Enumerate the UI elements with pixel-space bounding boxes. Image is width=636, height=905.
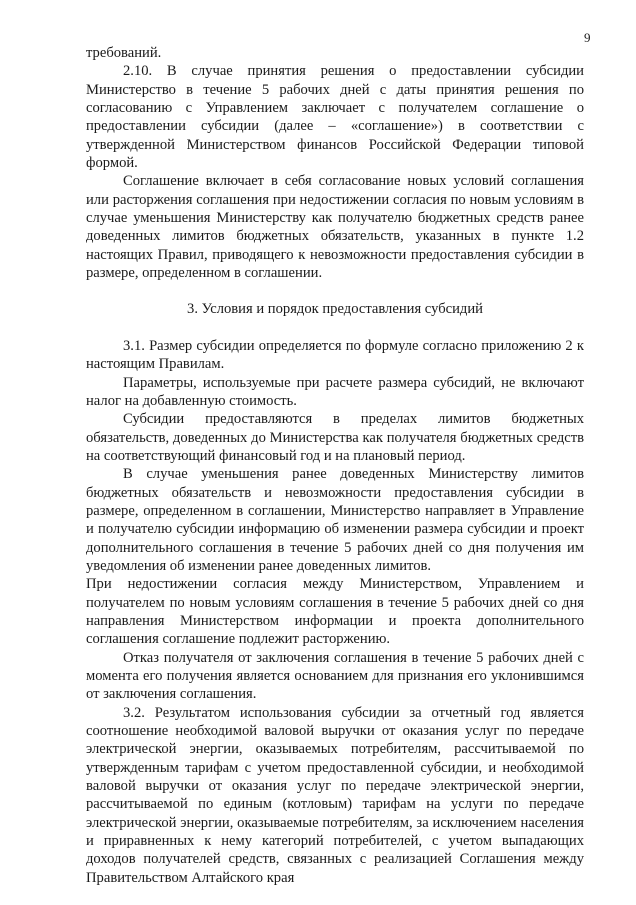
section-heading-3: 3. Условия и порядок предоставления субсидий: [187, 301, 483, 318]
paragraph-limits-reduction: В случае уменьшения ранее доведенных Министерству лимитов бюджетных обязательств и невозможности предоставления субсидии в размере, определенном в соглашении, Министерство направляет в Управление и получателю субсидии информацию об изменении размера субсидии и проект дополнительного соглашения в течение 5 рабочих дней со дня получения им уведомления об изменении ранее доведенных лимитов.: [86, 466, 584, 574]
paragraph-2-10: 2.10. В случае принятия решения о предоставлении субсидии Министерство в течение 5 рабочих дней с даты принятия решения по согласованию с Управлением заключает с получателем соглашение о предоставлении субсидии (далее – «соглашение») в соответствии с утвержденной Министерством финансов Российской Федерации типовой формой.: [86, 63, 584, 172]
paragraph-continuation: требований.: [86, 45, 162, 61]
paragraph-3-1: 3.1. Размер субсидии определяется по формуле согласно приложению 2 к настоящим Правилам.: [86, 337, 584, 373]
paragraph-agreement-terms: Соглашение включает в себя согласование новых условий соглашения или расторжения соглашения при недостижении согласия по новым условиям в случае уменьшения Министерству как получателю бюджетных средств ранее доведенных лимитов бюджетных обязательств, указанных в пункте 1.2 настоящих Правил, приводящего к невозможности предоставления субсидии в размере, определенном в соглашении.: [86, 173, 584, 282]
paragraph-parameters: Параметры, используемые при расчете размера субсидий, не включают налог на добавленную стоимость.: [86, 374, 584, 409]
paragraph-3-2: 3.2. Результатом использования субсидии за отчетный год является соотношение необходимой валовой выручки от оказания услуг по передаче электрической энергии, оказываемых потребителям, рассчитываемой по утвержденным тарифам с учетом предоставленной субсидии, и необходимой валовой выручки от оказания услуг по передаче электрической энергии, рассчитываемой по единым (котловым) тарифам на услуги по передаче электрической энергии, оказываемые потребителям, за исключением населения и приравненных к нему категорий потребителей, с учетом выпадающих доходов получателей средств, связанных с реализацией Соглашения между Правительством Алтайского края: [86, 704, 584, 886]
page-number: 9: [584, 30, 591, 45]
paragraph-disagreement: При недостижении согласия между Министерством, Управлением и получателем по новым условиям соглашения в течение 5 рабочих дней со дня направления Министерством информации и проекта дополнительного соглашения соглашение подлежит расторжению.: [86, 576, 584, 648]
document-body: [86, 44, 584, 887]
paragraph-refusal: Отказ получателя от заключения соглашения в течение 5 рабочих дней с момента его получения является основанием для признания его уклонившимся от заключения соглашения.: [86, 649, 584, 703]
paragraph-subsidy-limits: Субсидии предоставляются в пределах лимитов бюджетных обязательств, доведенных до Министерства как получателя бюджетных средств на соответствующий финансовый год и на плановый период.: [86, 411, 584, 464]
